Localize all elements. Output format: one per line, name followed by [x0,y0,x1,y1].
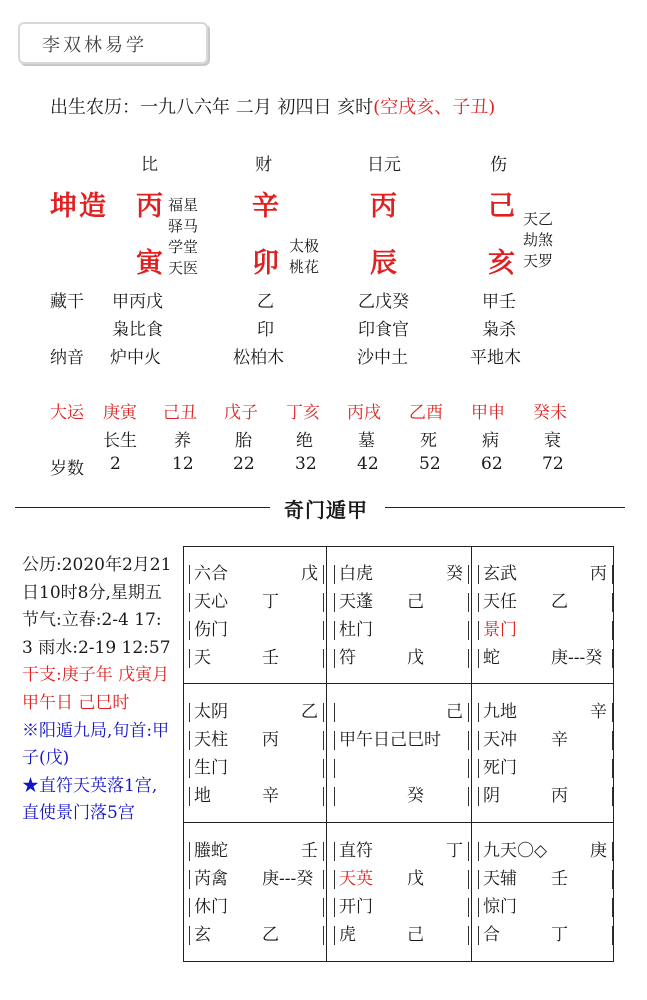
palace-stem: 戊 [407,648,424,668]
cell-tick [334,649,335,668]
stars-year-branch: 学堂 天医 [168,238,199,277]
palace-label: 螣蛇 [194,841,228,861]
palace-door: 开门 [339,897,373,917]
dayun-7: 癸未 [533,403,567,423]
palace-row [334,616,469,644]
nayin-day: 沙中土 [357,348,408,368]
cell-tick [612,731,613,750]
palace-label: 天英 [339,869,373,889]
palace-1 [189,560,332,698]
cell-tick [478,593,479,612]
cell-tick [612,870,613,889]
branch-hour: 亥 [488,248,515,279]
shishen-month: 财 [255,155,272,175]
palace-stem: 乙 [551,592,568,612]
stage-5: 死 [420,431,437,451]
cell-tick [334,593,335,612]
palace-label: 天任 [483,592,517,612]
stage-1: 养 [174,431,191,451]
palace-row [189,782,324,810]
cell-tick [468,731,469,750]
qimen-grid [183,546,614,962]
cell-tick [612,787,613,806]
palace-stem: 壬 [301,841,318,861]
stage-4: 墓 [358,431,375,451]
cell-tick [478,703,479,722]
divider-left [15,507,270,508]
cell-tick [612,842,613,861]
palace-row [189,644,324,672]
cell-tick [334,870,335,889]
age-0: 2 [110,454,121,474]
palace-row [189,560,324,588]
branch-year: 寅 [136,248,163,279]
stem-year: 丙 [136,191,163,222]
dayun-2: 戊子 [224,403,258,423]
stage-2: 胎 [235,431,252,451]
palace-row [334,754,469,782]
palace-stem: 辛 [262,786,279,806]
stem-month: 辛 [252,191,279,222]
palace-stem: 庚---癸 [262,869,314,889]
palace-stem: 庚 [590,841,607,861]
palace-row [334,782,469,810]
nayin-label: 纳音 [50,348,84,368]
palace-door: 生门 [194,758,228,778]
palace-row [334,865,469,893]
info-jieqi: 节气:立春:2-4 17:3 雨水:2-19 12:57 [22,610,171,658]
cell-tick [334,759,335,778]
palace-label: 合 [483,925,500,945]
palace-label: 天冲 [483,730,517,750]
canggan-shishen-year: 枭比食 [112,320,163,340]
palace-stem: 乙 [262,925,279,945]
cell-tick [468,759,469,778]
cell-tick [189,649,190,668]
palace-stem: 乙 [301,702,318,722]
palace-stem: 己 [446,702,463,722]
palace-row [478,782,613,810]
cell-tick [478,565,479,584]
palace-5 [334,698,477,836]
age-1: 12 [172,454,194,474]
cell-tick [334,565,335,584]
cell-tick [189,787,190,806]
cell-tick [323,649,324,668]
canggan-day: 乙戊癸 [358,292,409,312]
palace-row [478,837,613,865]
cell-tick [323,870,324,889]
palace-label: 九天〇◇ [483,841,548,861]
cell-tick [468,787,469,806]
palace-row [189,726,324,754]
palace-label: 阴 [483,786,500,806]
palace-row [478,893,613,921]
chart-title: 坤造 [50,191,108,222]
cell-tick [612,926,613,945]
stage-0: 长生 [103,431,137,451]
palace-label: 甲午日己巳时 [339,730,441,750]
palace-row [334,837,469,865]
palace-label: 地 [194,786,211,806]
palace-row [189,754,324,782]
palace-stem: 辛 [551,730,568,750]
age-label: 岁数 [50,459,84,479]
palace-label: 虎 [339,925,356,945]
palace-row [334,560,469,588]
cell-tick [189,842,190,861]
palace-label: 蛇 [483,648,500,668]
cell-tick [478,842,479,861]
cell-tick [189,621,190,640]
stars-month-branch: 太极 桃花 [289,237,320,276]
palace-door: 死门 [483,758,517,778]
palace-row [334,698,469,726]
palace-stem: 戊 [301,564,318,584]
cell-tick [189,870,190,889]
canggan-month: 乙 [257,292,274,312]
cell-tick [323,593,324,612]
cell-tick [468,565,469,584]
cell-tick [478,731,479,750]
nayin-year: 炉中火 [110,348,161,368]
palace-label: 芮禽 [194,869,228,889]
palace-door: 景门 [483,620,517,640]
info-solar-date: 公历:2020年2月21日10时8分,星期五 [22,555,172,603]
dayun-1: 己丑 [163,403,197,423]
palace-door: 惊门 [483,897,517,917]
cell-tick [323,787,324,806]
birth-label: 出生农历： [50,97,140,118]
palace-row [478,726,613,754]
palace-stem: 丁 [262,592,279,612]
palace-row [189,588,324,616]
cell-tick [334,703,335,722]
cell-tick [478,870,479,889]
palace-row [478,698,613,726]
cell-tick [468,870,469,889]
age-5: 52 [419,454,441,474]
shishen-hour: 伤 [490,155,507,175]
cell-tick [334,621,335,640]
cell-tick [323,703,324,722]
canggan-label: 藏干 [50,292,84,312]
brand-badge [18,22,208,64]
dayun-label: 大运 [50,403,84,423]
info-ju: ※阳遁九局,旬首:甲子(戊) [22,720,170,769]
palace-stem: 丁 [446,841,463,861]
canggan-shishen-month: 印 [257,320,274,340]
palace-stem: 己 [407,592,424,612]
shishen-year: 比 [141,155,158,175]
palace-2 [334,560,477,698]
cell-tick [334,842,335,861]
palace-row [334,644,469,672]
stars-year-stem: 福星 驿马 [168,196,199,235]
cell-tick [612,649,613,668]
palace-stem: 己 [407,925,424,945]
info-ganzhi: 干支:庚子年 戊寅月 甲午日 己巳时 [22,665,170,713]
palace-label: 符 [339,648,356,668]
cell-tick [334,787,335,806]
cell-tick [334,898,335,917]
cell-tick [478,759,479,778]
canggan-year: 甲丙戊 [112,292,163,312]
grid-line [183,546,614,547]
cell-tick [478,898,479,917]
stem-hour: 己 [488,191,515,222]
cell-tick [334,731,335,750]
dayun-0: 庚寅 [103,403,137,423]
palace-label: 直符 [339,841,373,861]
palace-stem: 丙 [590,564,607,584]
age-6: 62 [481,454,503,474]
kong-wang: (空戌亥、子丑) [373,97,496,118]
palace-label: 天辅 [483,869,517,889]
stage-3: 绝 [296,431,313,451]
info-panel [22,552,172,828]
palace-label: 六合 [194,564,228,584]
palace-door: 休门 [194,897,228,917]
dayun-5: 乙酉 [409,403,443,423]
cell-tick [323,926,324,945]
palace-row [189,616,324,644]
cell-tick [468,649,469,668]
palace-row [478,588,613,616]
palace-row [478,754,613,782]
age-4: 42 [357,454,379,474]
cell-tick [189,731,190,750]
cell-tick [612,621,613,640]
palace-row [334,588,469,616]
palace-row [478,560,613,588]
palace-door: 杜门 [339,620,373,640]
canggan-shishen-day: 印食官 [358,320,409,340]
palace-row [189,698,324,726]
palace-stem: 戊 [407,869,424,889]
stage-6: 病 [482,431,499,451]
dayun-4: 丙戌 [347,403,381,423]
palace-label: 九地 [483,702,517,722]
dayun-3: 丁亥 [286,403,320,423]
cell-tick [323,731,324,750]
cell-tick [323,565,324,584]
palace-label: 白虎 [339,564,373,584]
palace-6 [478,698,621,836]
palace-9 [478,837,621,975]
canggan-hour: 甲壬 [482,292,516,312]
palace-label: 天心 [194,592,228,612]
cell-tick [334,926,335,945]
cell-tick [468,926,469,945]
age-2: 22 [233,454,255,474]
palace-row [478,921,613,949]
palace-row [334,726,469,754]
palace-label: 天蓬 [339,592,373,612]
stage-7: 衰 [544,431,561,451]
palace-stem: 壬 [262,648,279,668]
palace-row [478,644,613,672]
palace-label: 天柱 [194,730,228,750]
palace-row [189,893,324,921]
palace-3 [478,560,621,698]
cell-tick [478,621,479,640]
palace-7 [189,837,332,975]
palace-stem: 丁 [551,925,568,945]
stars-hour: 天乙 劫煞 天罗 [523,210,554,270]
qimen-title: 奇门遁甲 [284,498,368,522]
palace-door: 伤门 [194,620,228,640]
palace-label: 玄 [194,925,211,945]
palace-stem: 辛 [590,702,607,722]
cell-tick [323,842,324,861]
cell-tick [189,593,190,612]
cell-tick [612,565,613,584]
cell-tick [468,593,469,612]
palace-row [189,837,324,865]
cell-tick [323,621,324,640]
nayin-hour: 平地木 [470,348,521,368]
cell-tick [612,759,613,778]
cell-tick [612,703,613,722]
cell-tick [468,842,469,861]
canggan-shishen-hour: 枭杀 [482,320,516,340]
dayun-6: 甲申 [471,403,505,423]
cell-tick [478,926,479,945]
cell-tick [468,621,469,640]
palace-stem: 癸 [407,786,424,806]
info-zhifu: ★直符天英落1宫,直使景门落5宫 [22,775,158,824]
cell-tick [323,759,324,778]
palace-row [334,893,469,921]
age-3: 32 [295,454,317,474]
cell-tick [189,565,190,584]
cell-tick [189,898,190,917]
palace-stem: 壬 [551,869,568,889]
palace-label: 玄武 [483,564,517,584]
age-7: 72 [542,454,564,474]
cell-tick [478,649,479,668]
cell-tick [612,593,613,612]
branch-month: 卯 [252,248,279,279]
palace-label: 天 [194,648,211,668]
palace-row [478,865,613,893]
palace-row [478,616,613,644]
palace-stem: 庚---癸 [551,648,603,668]
shishen-day: 日元 [367,155,401,175]
cell-tick [468,898,469,917]
palace-row [189,865,324,893]
palace-8 [334,837,477,975]
nayin-month: 松柏木 [233,348,284,368]
grid-line [183,546,184,962]
palace-4 [189,698,332,836]
palace-row [334,921,469,949]
birth-line [50,93,495,119]
palace-row [189,921,324,949]
stem-day: 丙 [370,191,397,222]
birth-date: 一九八六年 二月 初四日 亥时 [140,97,374,118]
cell-tick [468,703,469,722]
palace-stem: 癸 [446,564,463,584]
palace-stem: 丙 [262,730,279,750]
branch-day: 辰 [370,248,397,279]
cell-tick [189,703,190,722]
cell-tick [189,926,190,945]
cell-tick [323,898,324,917]
cell-tick [189,759,190,778]
cell-tick [478,787,479,806]
palace-stem: 丙 [551,786,568,806]
divider-right [385,507,625,508]
cell-tick [612,898,613,917]
brand-title: 李双林易学 [42,35,147,56]
palace-label: 太阴 [194,702,228,722]
